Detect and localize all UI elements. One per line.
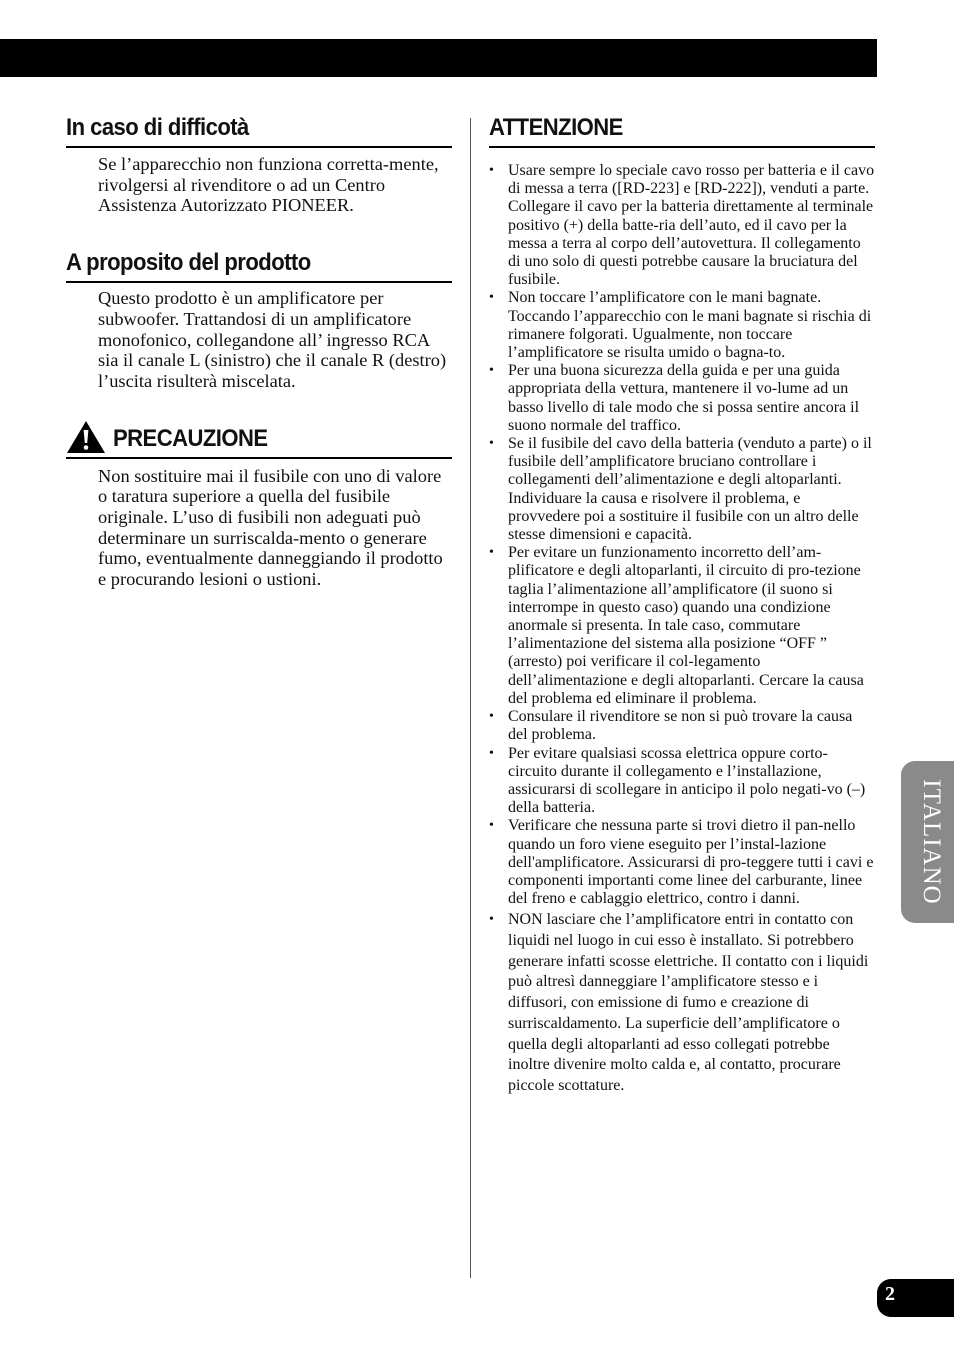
section-product [66,248,452,392]
precaution-heading: PRECAUZIONE [113,424,268,452]
product-text: Questo prodotto è un amplificatore per subwoofer. Trattandosi di un amplificatore monofonico, collegandone all’ ingresso RCA sia il canale L (sinistro) che il canale R (destro) l’uscita risulterà miscelata. [98,288,447,391]
warning-triangle-icon [66,420,106,454]
precaution-heading-row [66,420,452,457]
attention-list [489,162,875,1097]
list-item: • NON lasciare che l’amplificatore entri in contatto con liquidi nel luogo in cui esso è installato. Si potrebbero generare infatti scosse elettriche. Il contatto con i liquidi può altresì danneggiare l’amplificatore stesso e i diffusori, con emissione di fumo e creazione di surriscaldamento. La superficie dell’amplificatore o quella degli altoparlanti ad esso collegati potrebbe inoltre divenire molto calda e, al contatto, procurare piccole scottature. [489,910,875,1096]
list-item: • Per evitare un funzionamento incorretto dell’am-plificatore e degli altoparlanti, il circuito di pro-tezione taglia l’alimentazione all’amplificatore (il suono si interrompe in questo caso) quando una condizione anormale si presenta. In tale caso, commutare l’alimentazione del sistema alla posizione “OFF ” (arresto) poi verificare il col-legamento dell’alimentazione e degli altoparlanti. Cercare la causa del problema ed eliminare il problema. [489,544,875,708]
difficulty-text: Se l’apparecchio non funziona corretta-mente, rivolgersi al rivenditore o ad un Centro Assistenza Autorizzato PIONEER. [98,154,439,216]
column-divider [470,118,471,1278]
list-item: • Usare sempre lo speciale cavo rosso per batteria e il cavo di messa a terra ([RD-223] e [RD-222]), venduti a parte. Collegare il cavo per la batteria direttamente al terminale positivo (+) della batte-ria dell’auto, ed il cavo per la messa a terra al corpo dell’autovettura. Il collegamento di uno solo di questi potrebbe causare la bruciatura del fusibile. [489,162,875,289]
heading-rule [66,457,452,459]
product-heading: A proposito del prodotto [66,249,311,277]
list-item: • Se il fusibile del cavo della batteria (venduto a parte) o il fusibile dell’amplificatore bruciano controllare i collegamenti dell’alimentazione e degli altoparlanti. Individuare la causa e risolvere il problema, e provvedere poi a sostituire il fusibile con un altro delle stesse dimensioni e capacità. [489,435,875,544]
language-label: ITALIANO [918,779,945,905]
heading-rule [489,146,875,148]
section-difficulty [66,113,452,216]
heading-rule [66,281,452,283]
difficulty-heading: In caso di difficotà [66,114,249,141]
list-item: • Per evitare qualsiasi scossa elettrica oppure corto-circuito durante il collegamento e l’installazione, assicurarsi di scollegare in anticipo il polo negati-vo (–) della batteria. [489,745,875,818]
list-item: • Consulare il rivenditore se non si può trovare la causa del problema. [489,708,875,744]
top-header-bar [0,39,877,77]
language-tab [901,761,954,923]
right-column [489,113,875,1097]
left-column [66,113,452,590]
section-precaution [66,420,452,590]
heading-rule [66,146,452,148]
page-number: 2 [885,1283,895,1305]
list-item: • Verificare che nessuna parte si trovi dietro il pan-nello quando un foro viene eseguito per l’instal-lazione dell'amplificatore. Assicurarsi di pro-teggere tutti i cavi e componenti importanti come linee del carburante, linee del freno e cablaggio elettrico, contro i danni. [489,817,875,908]
list-item: • Non toccare l’amplificatore con le mani bagnate. Toccando l’apparecchio con le mani bagnate si rischia di rimanere folgorati. Ugualmente, non toccare l’amplificatore se risulta umido o bagna-to. [489,289,875,362]
list-item: • Per una buona sicurezza della guida e per una guida appropriata della vettura, mantenere il vo-lume ad un basso livello di tale modo che si possa sentire ancora il suono normale del traffico. [489,362,875,435]
precaution-text: Non sostituire mai il fusibile con uno di valore o taratura superiore a quella del fusibile originale. L’uso di fusibili non adeguati può determinare un surriscalda-mento o generare fumo, eventualmente danneggiando il prodotto e procurando lesioni o ustioni. [98,465,443,590]
attention-heading: ATTENZIONE [489,114,623,141]
page-number-tab [877,1279,954,1317]
